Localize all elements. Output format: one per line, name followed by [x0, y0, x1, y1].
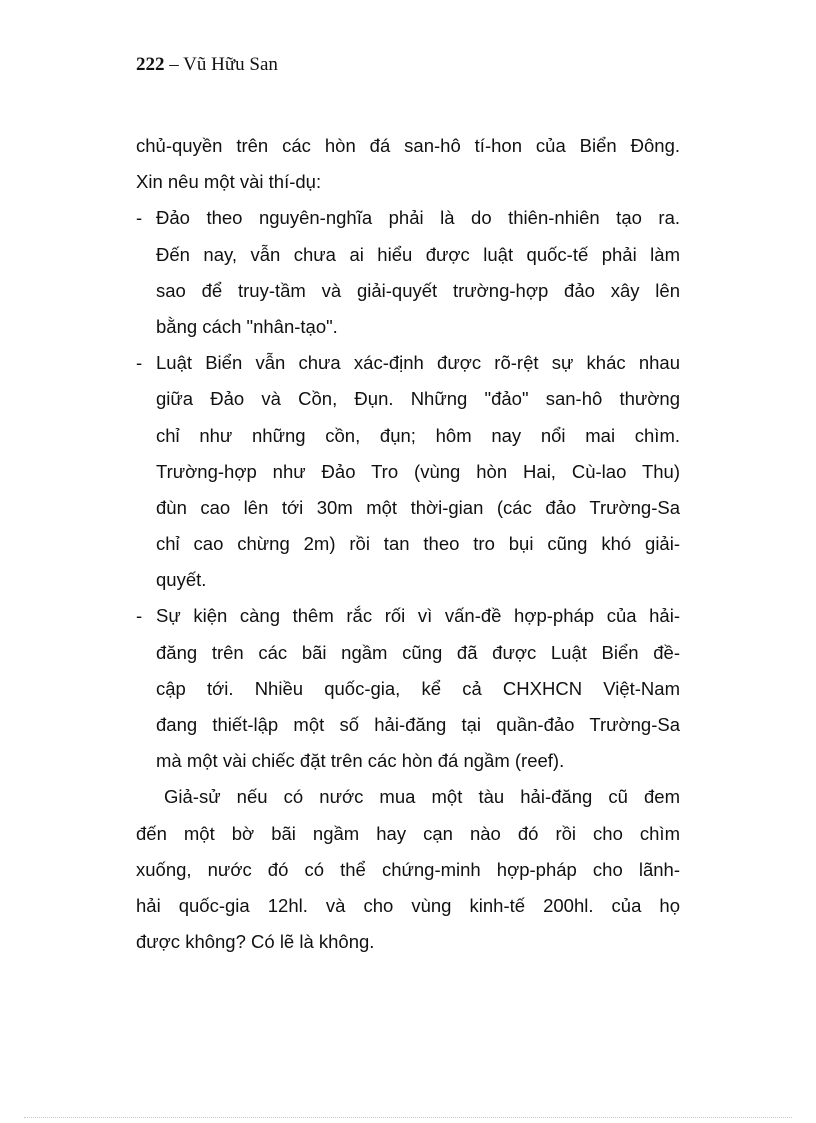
text-line: đang thiết-lập một số hải-đăng tại quần-đảo Trường-Sa: [156, 714, 680, 735]
intro-paragraph: [136, 128, 680, 200]
text-line: hải quốc-gia 12hl. và cho vùng kinh-tế 200hl. của họ: [136, 894, 680, 916]
bullet-dash: -: [136, 207, 143, 229]
text-line: Luật Biển vẫn chưa xác-định được rõ-rệt sự khác nhau: [156, 352, 680, 374]
text-line: được không? Có lẽ là không.: [136, 931, 375, 953]
running-header: [136, 54, 278, 76]
text-line: Giả-sử nếu có nước mua một tàu hải-đăng cũ đem: [164, 786, 680, 808]
text-line: giữa Đảo và Cồn, Đụn. Những "đảo" san-hô thường: [156, 388, 680, 410]
bullet-dash: -: [136, 352, 143, 374]
text-line: Xin nêu một vài thí-dụ:: [136, 171, 322, 193]
text-line: đến một bờ bãi ngầm hay cạn nào đó rồi cho chìm: [136, 822, 680, 844]
bullet-dash: -: [136, 605, 143, 627]
page-body: [136, 128, 680, 960]
bullet-item: [136, 345, 680, 598]
text-line: quyết.: [156, 569, 207, 591]
text-line: bằng cách "nhân-tạo".: [156, 315, 338, 337]
closing-paragraph: [136, 779, 680, 960]
text-line: đăng trên các bãi ngầm cũng đã được Luật Biển đề-: [156, 641, 680, 663]
text-line: đùn cao lên tới 30m một thời-gian (các đảo Trường-Sa: [156, 496, 680, 518]
bullet-item: [136, 200, 680, 345]
text-line: mà một vài chiếc đặt trên các hòn đá ngầm (reef).: [156, 750, 565, 772]
text-line: Đến nay, vẫn chưa ai hiểu được luật quốc-tế phải làm: [156, 243, 680, 265]
header-separator: –: [164, 54, 184, 75]
text-line: chỉ như những cồn, đụn; hôm nay nổi mai chìm.: [156, 424, 680, 446]
text-line: sao để truy-tầm và giải-quyết trường-hợp đảo xây lên: [156, 279, 680, 301]
text-line: Đảo theo nguyên-nghĩa phải là do thiên-nhiên tạo ra.: [156, 207, 680, 229]
text-line: chủ-quyền trên các hòn đá san-hô tí-hon của Biển Đông.: [136, 135, 680, 156]
text-line: Trường-hợp như Đảo Tro (vùng hòn Hai, Cù-lao Thu): [156, 460, 680, 482]
bullet-item: [136, 598, 680, 779]
author-name: Vũ Hữu San: [183, 54, 278, 75]
page-number: 222: [136, 54, 165, 75]
text-line: xuống, nước đó có thể chứng-minh hợp-pháp cho lãnh-: [136, 858, 680, 880]
text-line: cập tới. Nhiều quốc-gia, kể cả CHXHCN Việt-Nam: [156, 677, 680, 699]
text-line: chỉ cao chừng 2m) rồi tan theo tro bụi cũng khó giải-: [156, 533, 680, 555]
page-bottom-divider: [24, 1117, 792, 1118]
text-line: Sự kiện càng thêm rắc rối vì vấn-đề hợp-pháp của hải-: [156, 605, 680, 627]
